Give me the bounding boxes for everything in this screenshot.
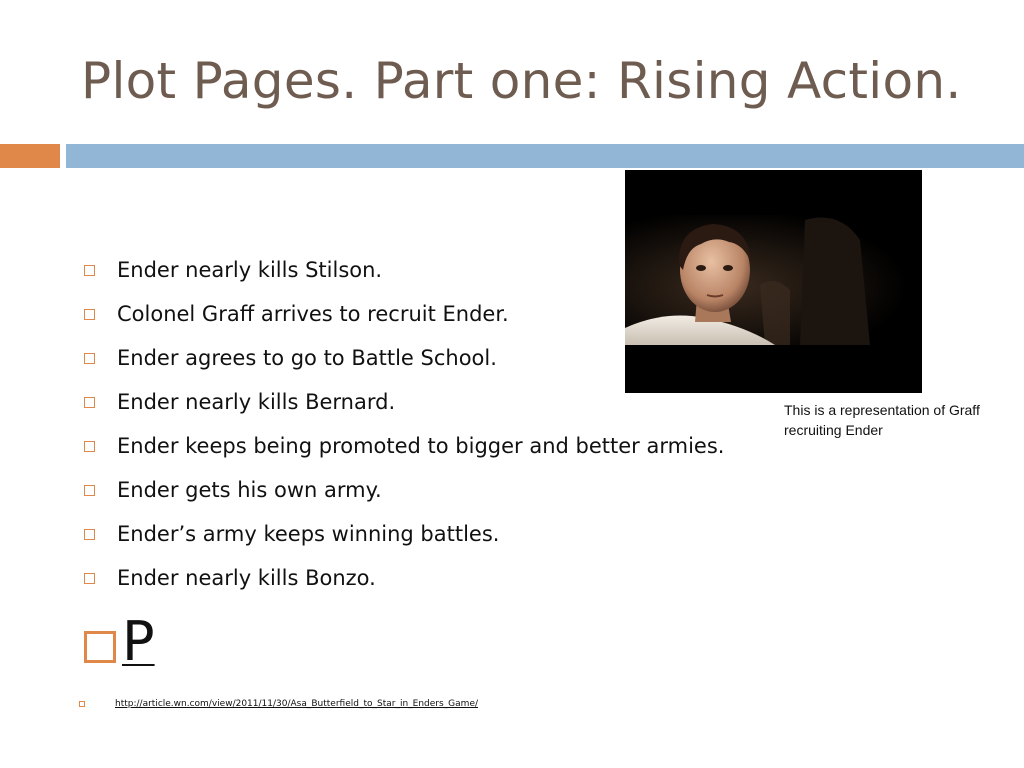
source-list-item — [79, 699, 478, 709]
square-bullet-icon — [84, 573, 95, 584]
square-bullet-icon — [84, 485, 95, 496]
square-bullet-icon — [84, 631, 116, 663]
boy-portrait-illustration — [625, 170, 922, 393]
list-item-text: Ender keeps being promoted to bigger and better armies. — [117, 434, 725, 458]
big-list-item — [84, 610, 155, 673]
source-link[interactable]: http://article.wn.com/view/2011/11/30/Asa_Butterfield_to_Star_in_Enders_Game/ — [115, 699, 479, 709]
square-bullet-icon — [84, 397, 95, 408]
list-item-text: Ender gets his own army. — [117, 478, 382, 502]
list-item-text: Ender nearly kills Stilson. — [117, 258, 383, 282]
big-link[interactable]: P — [122, 610, 155, 673]
list-item-text: Ender nearly kills Bernard. — [117, 390, 396, 414]
list-item-text: Ender agrees to go to Battle School. — [117, 346, 497, 370]
square-bullet-icon — [84, 309, 95, 320]
image-caption: This is a representation of Graff recruiting Ender — [784, 402, 980, 438]
list-item-text: Colonel Graff arrives to recruit Ender. — [117, 302, 509, 326]
slide-title: Plot Pages. Part one: Rising Action. — [81, 52, 962, 110]
accent-bar-orange — [0, 144, 60, 168]
list-item — [80, 512, 724, 556]
boy-portrait-image — [625, 170, 922, 393]
list-item-text: Ender nearly kills Bonzo. — [117, 566, 376, 590]
list-item — [80, 556, 724, 600]
square-bullet-icon — [84, 529, 95, 540]
square-bullet-icon — [84, 265, 95, 276]
accent-bar-blue — [66, 144, 1024, 168]
square-bullet-icon — [79, 701, 85, 707]
list-item — [80, 424, 724, 468]
list-item-text: Ender’s army keeps winning battles. — [117, 522, 500, 546]
square-bullet-icon — [84, 441, 95, 452]
list-item — [80, 468, 724, 512]
square-bullet-icon — [84, 353, 95, 364]
